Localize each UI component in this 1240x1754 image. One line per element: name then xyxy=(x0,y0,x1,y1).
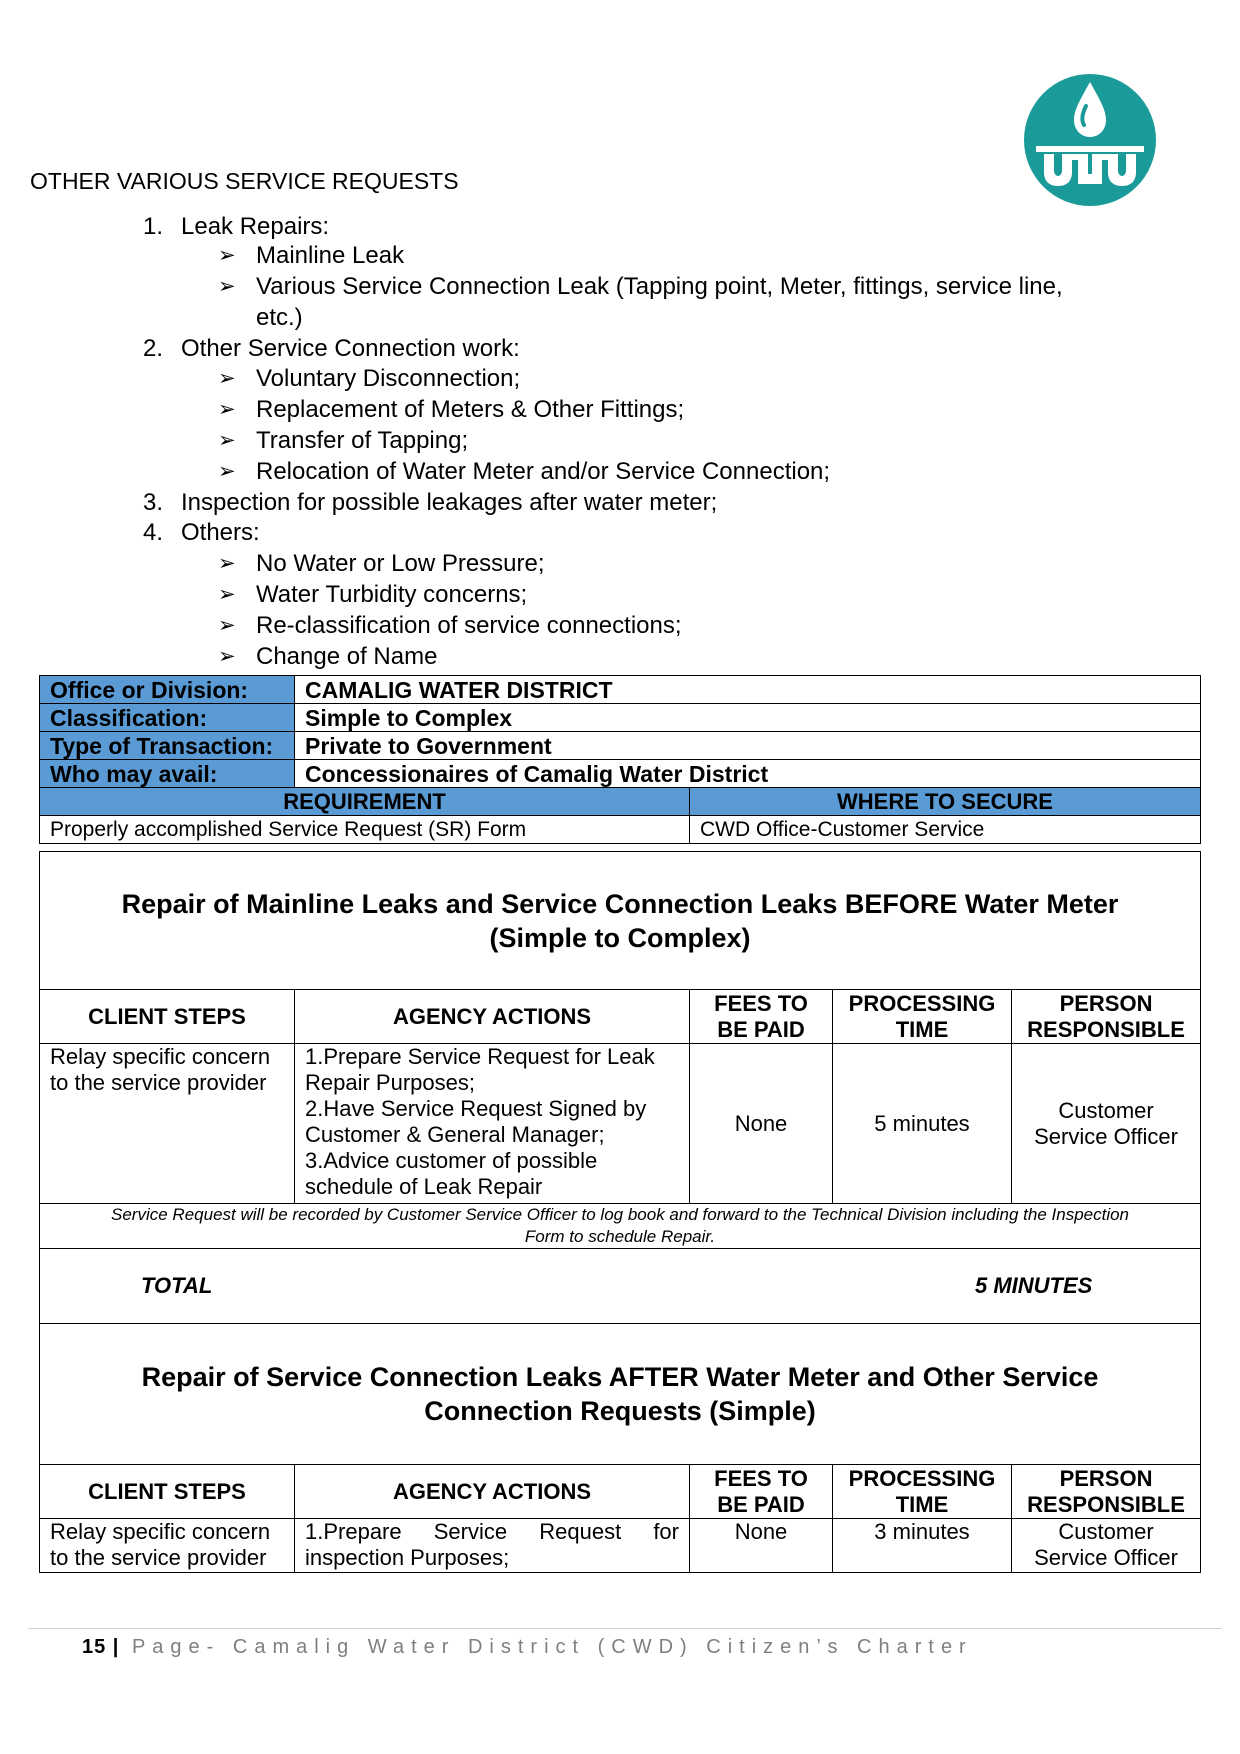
arrow-bullet-icon: ➢ xyxy=(218,614,236,637)
arrow-bullet-icon: ➢ xyxy=(218,429,236,452)
arrow-bullet-icon: ➢ xyxy=(218,275,236,298)
agency-action-cell: 1.Prepare Service Request for Leak Repair Purposes; 2.Have Service Request Signed by Customer & General Manager; 3.Advice customer of possible schedule of Leak Repair xyxy=(295,1044,690,1204)
processing-time-header: PROCESSING TIME xyxy=(833,1465,1012,1519)
table-row xyxy=(40,990,1201,1044)
where-to-secure-header: WHERE TO SECURE xyxy=(690,788,1201,816)
table-row xyxy=(40,1465,1201,1519)
arrow-bullet-icon: ➢ xyxy=(218,244,236,267)
requirement-value: Properly accomplished Service Request (SR) Form xyxy=(40,816,690,844)
table-row xyxy=(40,1249,1201,1324)
classification-label: Classification: xyxy=(40,704,295,732)
total-value: 5 MINUTES xyxy=(975,1273,1093,1298)
table-row xyxy=(40,676,1201,704)
client-step-cell: Relay specific concern to the service provider xyxy=(40,1044,295,1204)
fees-header: FEES TO BE PAID xyxy=(690,990,833,1044)
arrow-bullet-icon: ➢ xyxy=(218,583,236,606)
list-item-2: 2. Other Service Connection work: xyxy=(143,335,520,362)
footer-divider xyxy=(28,1628,1222,1629)
office-value: CAMALIG WATER DISTRICT xyxy=(295,676,1201,704)
classification-value: Simple to Complex xyxy=(295,704,1201,732)
client-steps-header: CLIENT STEPS xyxy=(40,990,295,1044)
person-responsible-cell: Customer Service Officer xyxy=(1012,1044,1201,1204)
fees-cell: None xyxy=(690,1519,833,1573)
person-responsible-header: PERSON RESPONSIBLE xyxy=(1012,1465,1201,1519)
page-footer xyxy=(82,1636,973,1659)
total-label: TOTAL xyxy=(141,1273,213,1298)
fees-header: FEES TO BE PAID xyxy=(690,1465,833,1519)
table-row xyxy=(40,816,1201,844)
process-title: Repair of Mainline Leaks and Service Connection Leaks BEFORE Water Meter (Simple to Complex) xyxy=(40,852,1201,990)
table-row xyxy=(40,1204,1201,1249)
table-row xyxy=(40,788,1201,816)
process-table-before-meter xyxy=(39,851,1201,1573)
fees-cell: None xyxy=(690,1044,833,1204)
table-row xyxy=(40,732,1201,760)
table-row xyxy=(40,760,1201,788)
client-step-cell: Relay specific concern to the service provider xyxy=(40,1519,295,1573)
table-row xyxy=(40,1044,1201,1204)
section-title: OTHER VARIOUS SERVICE REQUESTS xyxy=(30,168,459,194)
total-row xyxy=(40,1249,1201,1324)
transaction-type-value: Private to Government xyxy=(295,732,1201,760)
list-item-3: 3. Inspection for possible leakages after water meter; xyxy=(143,489,718,516)
table-row xyxy=(40,1324,1201,1465)
agency-action-cell: 1.Prepare Service Request for inspection Purposes; xyxy=(295,1519,690,1573)
page-number: 15 | xyxy=(82,1636,120,1658)
processing-time-cell: 5 minutes xyxy=(833,1044,1012,1204)
person-responsible-cell: Customer Service Officer xyxy=(1012,1519,1201,1573)
transaction-type-label: Type of Transaction: xyxy=(40,732,295,760)
cwd-logo xyxy=(1022,72,1158,208)
list-item-1: 1. Leak Repairs: xyxy=(143,213,330,240)
where-to-secure-value: CWD Office-Customer Service xyxy=(690,816,1201,844)
table-row xyxy=(40,852,1201,990)
arrow-bullet-icon: ➢ xyxy=(218,460,236,483)
service-info-table xyxy=(39,675,1201,844)
arrow-bullet-icon: ➢ xyxy=(218,367,236,390)
arrow-bullet-icon: ➢ xyxy=(218,398,236,421)
processing-time-header: PROCESSING TIME xyxy=(833,990,1012,1044)
arrow-bullet-icon: ➢ xyxy=(218,552,236,575)
process-title-2: Repair of Service Connection Leaks AFTER Water Meter and Other Service Connection Requests (Simple) xyxy=(40,1324,1201,1465)
table-row xyxy=(40,1519,1201,1573)
who-may-avail-label: Who may avail: xyxy=(40,760,295,788)
process-note: Service Request will be recorded by Customer Service Officer to log book and forward to the Technical Division including the Inspection Form to schedule Repair. xyxy=(40,1204,1201,1249)
office-label: Office or Division: xyxy=(40,676,295,704)
arrow-bullet-icon: ➢ xyxy=(218,645,236,668)
list-item-4: 4. Others: xyxy=(143,519,260,546)
client-steps-header: CLIENT STEPS xyxy=(40,1465,295,1519)
table-row xyxy=(40,704,1201,732)
requirement-header: REQUIREMENT xyxy=(40,788,690,816)
who-may-avail-value: Concessionaires of Camalig Water District xyxy=(295,760,1201,788)
agency-actions-header: AGENCY ACTIONS xyxy=(295,1465,690,1519)
footer-text: Page- Camalig Water District (CWD) Citizen’s Charter xyxy=(119,1636,973,1658)
person-responsible-header: PERSON RESPONSIBLE xyxy=(1012,990,1201,1044)
processing-time-cell: 3 minutes xyxy=(833,1519,1012,1573)
agency-actions-header: AGENCY ACTIONS xyxy=(295,990,690,1044)
